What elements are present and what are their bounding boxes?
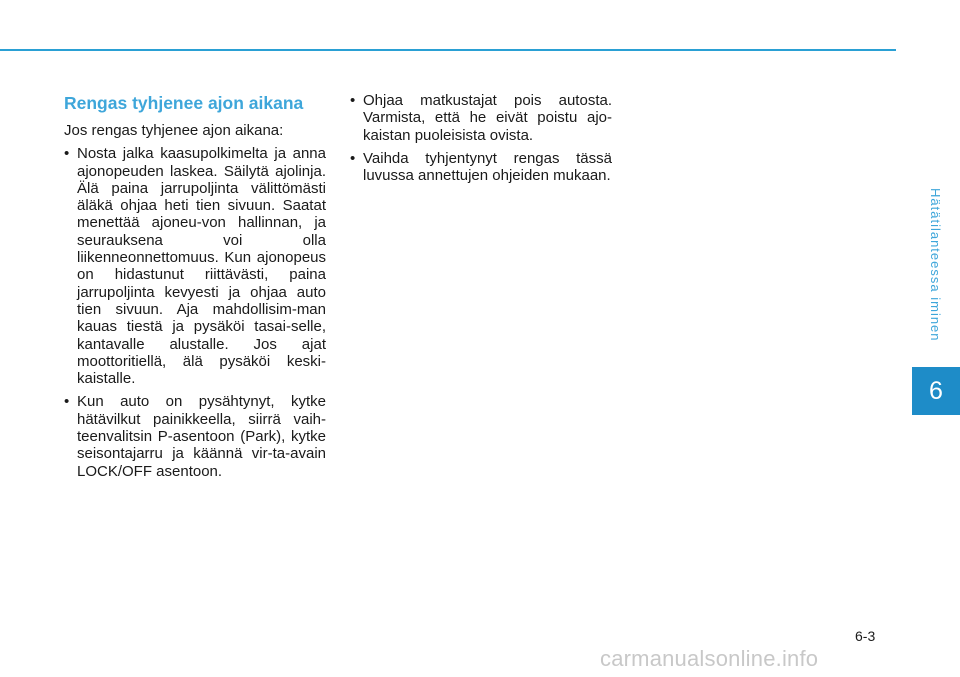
header-rule <box>0 49 896 51</box>
watermark: carmanualsonline.info <box>600 646 819 671</box>
intro-text: Jos rengas tyhjenee ajon aikana: <box>64 122 284 139</box>
left-column <box>64 92 326 486</box>
section-title: Rengas tyhjenee ajon aikana <box>64 93 304 113</box>
list-item: • Ohjaa matkustajat pois autosta. Varmista, että he eivät poistu ajo-kaistan puoleisista ovista. <box>350 92 612 144</box>
right-column <box>350 92 612 190</box>
chapter-tab: 6 <box>912 367 960 415</box>
right-bullet-list <box>350 92 612 184</box>
list-item: • Nosta jalka kaasupolkimelta ja anna ajonopeuden laskea. Säilytä ajolinja. Älä paina jarrupoljinta välittömästi äläkä ohjaa heti tien sivuun. Saatat menettää ajoneu-von hallinnan, ja seurauksena voi olla liikenneonnettomuus. Kun ajonopeus on hidastunut riittävästi, paina jarrupoljinta kevyesti ja ohjaa auto tien sivuun. Aja mahdollisim-man kauas tiestä ja pysäköi tasai-selle, kantavalle alustalle. Jos ajat moottoritiellä, älä pysäköi keski-kaistalle. <box>64 145 326 387</box>
left-bullet-list <box>64 145 326 480</box>
list-item: • Vaihda tyhjentynyt rengas tässä luvussa annettujen ohjeiden mukaan. <box>350 150 612 185</box>
chapter-side-label: Hätätilanteessa iminen <box>928 188 943 342</box>
list-item: • Kun auto on pysähtynyt, kytke hätävilkut painikkeella, siirrä vaih-teenvalitsin P-asentoon (Park), kytke seisontajarru ja käännä vir-ta-avain LOCK/OFF asentoon. <box>64 393 326 479</box>
page-number: 6-3 <box>855 628 876 644</box>
